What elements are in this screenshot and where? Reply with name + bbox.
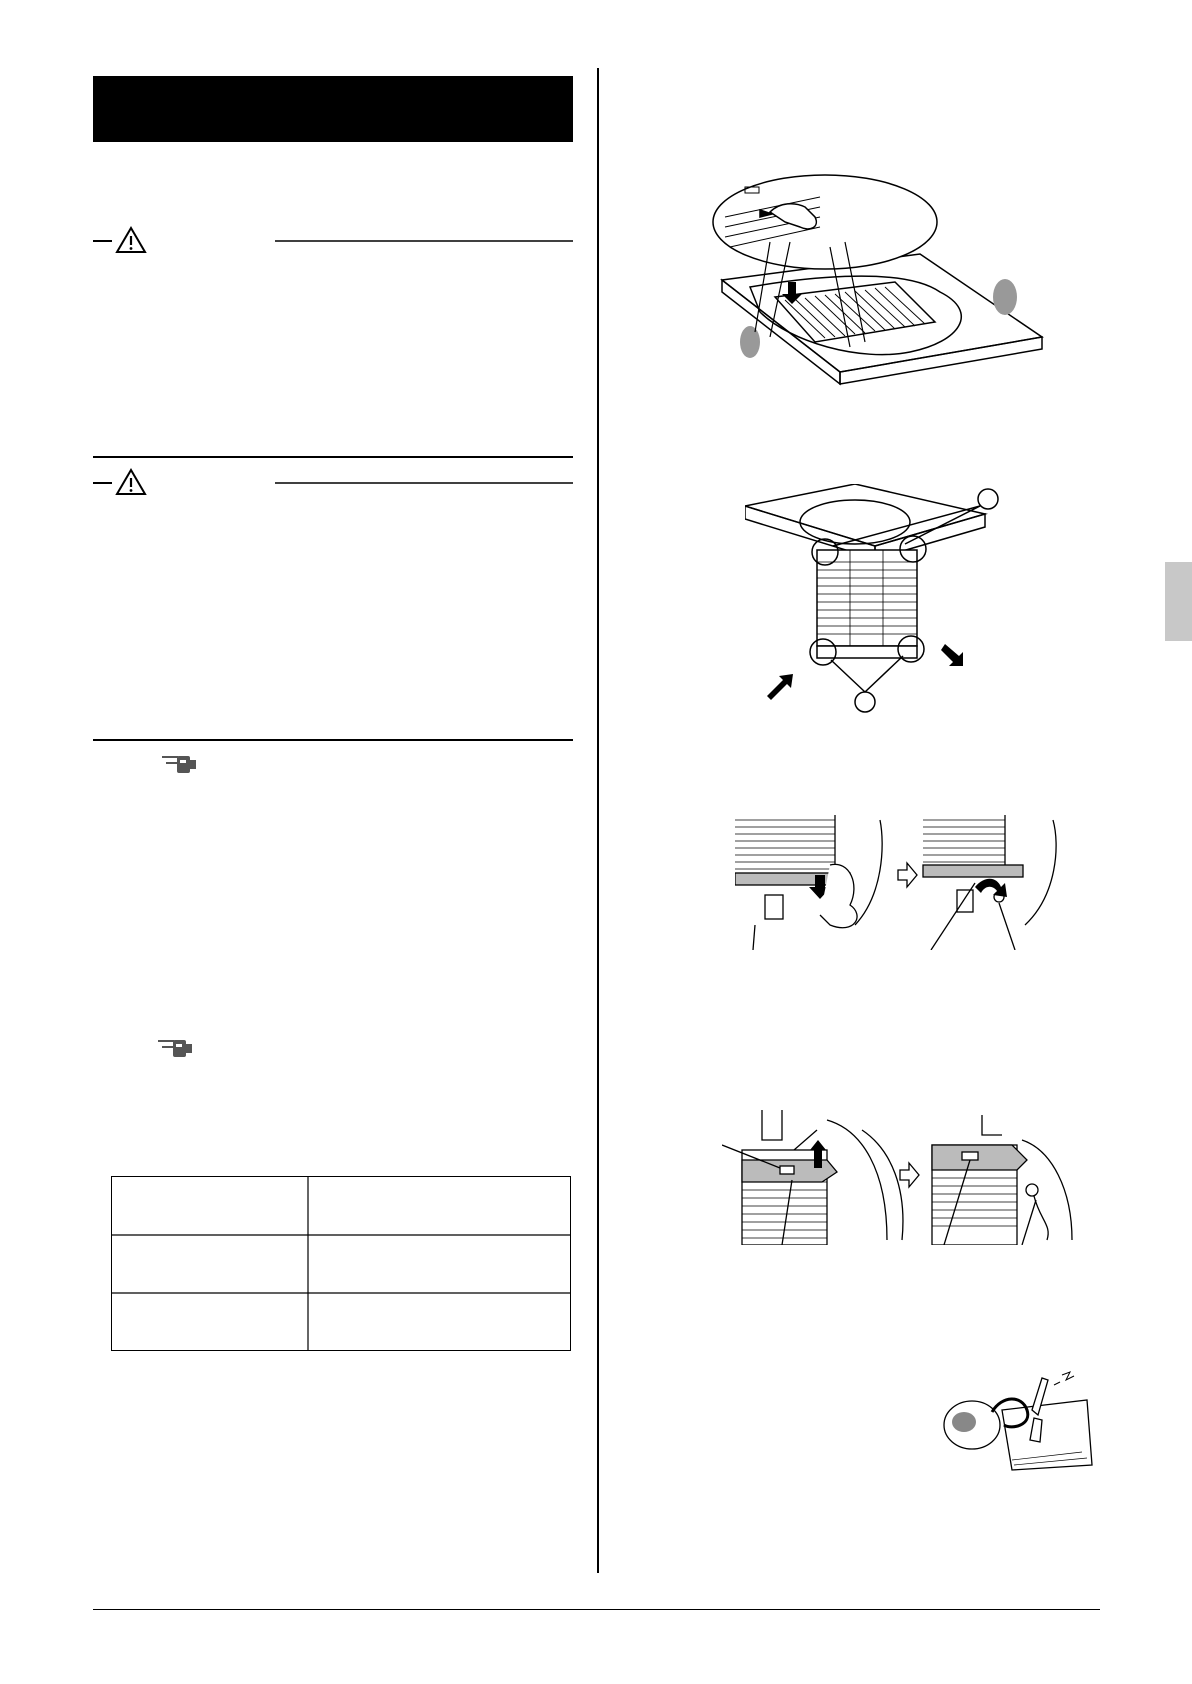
caution-divider (93, 456, 573, 458)
air-filter-removal-figure (745, 484, 1005, 719)
warning-triangle-icon (93, 468, 573, 496)
pointing-hand-icon (160, 754, 198, 781)
section-side-tab (1165, 562, 1192, 641)
footer-rule (93, 1609, 1100, 1610)
filter-hook-detach-figure (735, 815, 1075, 955)
ceiling-panel-grille-release-figure (710, 172, 1050, 407)
maintenance-table (111, 1176, 571, 1351)
caution-header (93, 226, 573, 254)
section-divider (93, 739, 573, 741)
vacuum-cleaning-figure (942, 1370, 1102, 1485)
column-divider (597, 68, 599, 1573)
pointing-hand-icon (156, 1038, 194, 1065)
filter-hook-lift-figure (722, 1110, 1077, 1250)
warning-triangle-icon (93, 226, 573, 254)
section-title-bar (93, 76, 573, 142)
caution-header (93, 468, 573, 496)
